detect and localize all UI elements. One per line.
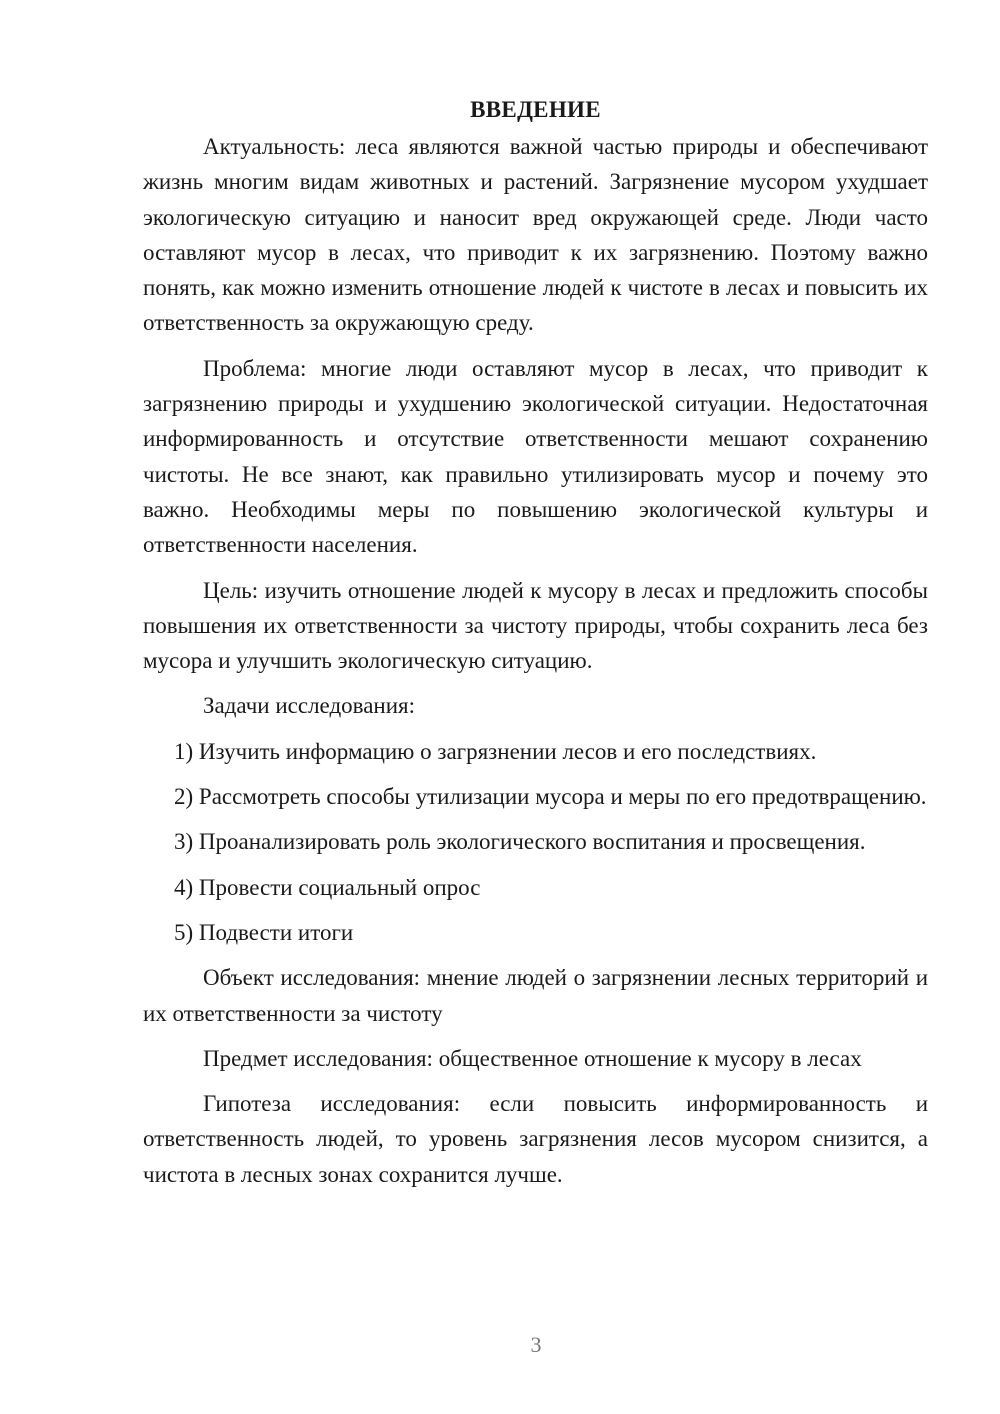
task-item: 5) Подвести итоги <box>174 919 354 945</box>
goal-paragraph: Цель: изучить отношение людей к мусору в лесах и предложить способы повышения их ответственности за чистоту природы, чтобы сохранить леса без мусора и улучшить экологическую ситуацию. <box>143 577 928 674</box>
tasks-heading: Задачи исследования: <box>203 693 416 719</box>
page-title: ВВЕДЕНИЕ <box>470 97 601 122</box>
problem-paragraph: Проблема: многие люди оставляют мусор в лесах, что приводит к загрязнению природы и ухудшению экологической ситуации. Недостаточная информированность и отсутствие ответственности мешают сохранению чистоты. Не все знают, как правильно утилизировать мусор и почему это важно. Необходимы меры по повышению экологической культуры и ответственности населения. <box>143 355 928 558</box>
task-item: 2) Рассмотреть способы утилизации мусора и меры по его предотвращению. <box>174 784 927 810</box>
task-item: 3) Проанализировать роль экологического воспитания и просвещения. <box>174 829 866 855</box>
hypothesis-paragraph: Гипотеза исследования: если повысить информированность и ответственность людей, то уровень загрязнения лесов мусором снизится, а чистота в лесных зонах сохранится лучше. <box>143 1091 928 1187</box>
task-item: 4) Провести социальный опрос <box>174 874 481 900</box>
page-number: 3 <box>530 1332 542 1357</box>
relevance-paragraph: Актуальность: леса являются важной частью природы и обеспечивают жизнь многим видам животных и растений. Загрязнение мусором ухудшает экологическую ситуацию и наносит вред окружающей среде. Люди часто оставляют мусор в лесах, что приводит к их загрязнению. Поэтому важно понять, как можно изменить отношение людей к чистоте в лесах и повысить их ответственность за окружающую среду. <box>143 134 928 336</box>
subject-paragraph: Предмет исследования: общественное отношение к мусору в лесах <box>203 1045 862 1071</box>
object-paragraph: Объект исследования: мнение людей о загрязнении лесных территорий и их ответственности за чистоту <box>143 965 928 1026</box>
page-content <box>143 92 928 1202</box>
task-item: 1) Изучить информацию о загрязнении лесов и его последствиях. <box>174 738 817 764</box>
